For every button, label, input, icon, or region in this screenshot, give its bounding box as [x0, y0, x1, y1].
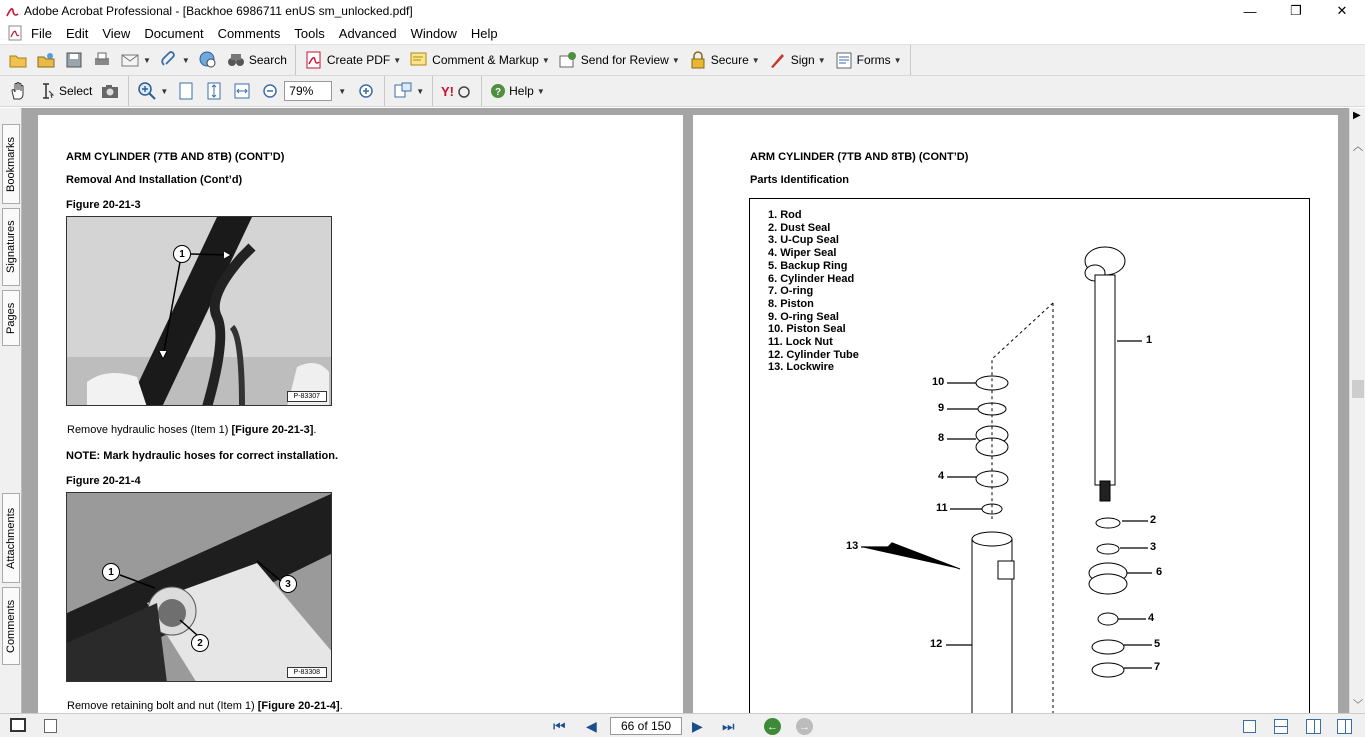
fit-page-button[interactable] [200, 78, 228, 104]
globe-search-icon [198, 50, 218, 70]
diagram-label: 6 [1156, 566, 1163, 578]
open-button[interactable] [4, 47, 32, 73]
forms-icon [834, 50, 854, 70]
camera-icon [100, 81, 120, 101]
save-button[interactable] [60, 47, 88, 73]
comment-markup-button[interactable] [405, 47, 554, 73]
zoom-dropdown-chevron-icon[interactable]: ▼ [338, 86, 347, 96]
diagram-label: 2 [1150, 514, 1157, 526]
menu-advanced[interactable]: Advanced [338, 25, 397, 41]
hand-icon [8, 81, 28, 101]
svg-text:?: ? [495, 87, 502, 98]
email-icon [120, 50, 140, 70]
continuous-facing-layout-icon[interactable] [1337, 719, 1352, 734]
send-review-button[interactable] [554, 47, 684, 73]
send-review-icon [558, 50, 578, 70]
fit-width-icon [232, 81, 252, 101]
diagram-label: 13 [846, 540, 859, 552]
navigation-pane [0, 108, 22, 713]
fit-page-icon [204, 81, 224, 101]
search-label: Search [248, 53, 287, 67]
vertical-scrollbar[interactable] [1349, 108, 1365, 713]
create-pdf-icon [304, 50, 324, 70]
menu-bar [0, 22, 1365, 44]
facing-layout-icon[interactable] [1306, 719, 1321, 734]
organizer-icon [36, 50, 56, 70]
part-item: 1. Rod [768, 209, 802, 221]
restore-button[interactable]: ❐ [1290, 3, 1302, 18]
document-view [22, 108, 1349, 713]
pdf-page-left [38, 115, 683, 713]
title-bar [0, 0, 1365, 22]
part-item: 5. Backup Ring [768, 259, 848, 272]
diagram-label: 4 [938, 470, 945, 482]
rotate-view-button[interactable] [389, 78, 428, 104]
chevron-down-icon: ▼ [671, 55, 680, 65]
secure-button[interactable] [684, 47, 764, 73]
first-page-icon[interactable]: ⏮ [553, 718, 566, 734]
section-subheading: Removal And Installation (Cont’d) [66, 174, 243, 186]
search-button[interactable] [222, 47, 291, 73]
select-tool-group [0, 76, 129, 106]
send-review-label: Send for Review [580, 53, 669, 67]
menu-edit[interactable]: Edit [65, 25, 89, 41]
menu-file[interactable]: File [31, 25, 52, 41]
open-folder-icon [8, 50, 28, 70]
diagram-label: 5 [1154, 638, 1161, 650]
section-subheading: Parts Identification [750, 174, 850, 186]
navigation-pane-toggle-icon[interactable] [10, 718, 26, 732]
pdf-document-icon [8, 25, 22, 41]
view-toolbar [0, 76, 1365, 107]
save-disk-icon [64, 50, 84, 70]
part-item: 2. Dust Seal [768, 221, 831, 234]
help-question-icon [490, 83, 506, 99]
rotate-tool-group [385, 76, 433, 106]
page-options-icon[interactable] [44, 719, 57, 733]
part-item: 8. Piston [768, 297, 814, 310]
diagram-label: 1 [1146, 334, 1153, 346]
diagram-label: 11 [936, 502, 948, 514]
section-heading: ARM CYLINDER (7TB AND 8TB) (CONT’D) [750, 151, 969, 163]
tab-bookmarks[interactable]: Bookmarks [2, 124, 20, 204]
close-button[interactable]: ✕ [1336, 3, 1348, 18]
diagram-label: 10 [932, 376, 945, 388]
instruction-text [67, 700, 343, 712]
magnifier-plus-icon [137, 81, 157, 101]
select-tool-button[interactable] [32, 78, 96, 104]
figure-title: Figure 20-21-4 [66, 475, 141, 487]
chevron-down-icon: ▼ [416, 86, 425, 96]
last-page-icon[interactable]: ⏭ [722, 718, 735, 734]
zoom-in-button[interactable] [352, 78, 380, 104]
menu-comments[interactable]: Comments [217, 25, 281, 41]
instruction-text-plain: Remove retaining bolt and nut (Item 1) [67, 700, 258, 712]
content-area [0, 108, 1365, 713]
scroll-up-arrow-icon[interactable]: ︿ [1353, 142, 1363, 153]
chevron-down-icon: ▼ [751, 55, 760, 65]
zoom-level-field[interactable]: 79% [284, 81, 332, 101]
zoom-tool-group [129, 76, 385, 106]
create-pdf-button[interactable] [300, 47, 405, 73]
continuous-layout-icon[interactable] [1274, 719, 1288, 734]
page-number-field[interactable]: 66 of 150 [610, 717, 682, 735]
chevron-down-icon: ▼ [160, 86, 169, 96]
part-item: 4. Wiper Seal [768, 247, 837, 260]
scroll-down-arrow-icon[interactable]: ﹀ [1353, 700, 1363, 711]
email-button[interactable] [116, 47, 155, 73]
chevron-down-icon: ▼ [181, 55, 190, 65]
zoom-out-circle-icon [260, 81, 280, 101]
acrobat-app-icon [4, 3, 20, 19]
section-heading: ARM CYLINDER (7TB AND 8TB) (CONT’D) [66, 151, 285, 163]
callout-arrows [67, 493, 332, 682]
help-label: Help [509, 84, 534, 98]
figure-reference: [Figure 20-21-4] [257, 700, 340, 712]
diagram-label: 4 [1148, 612, 1155, 624]
photo-id-label: P-83307 [287, 391, 327, 402]
instruction-text-plain: Remove hydraulic hoses (Item 1) [67, 424, 232, 436]
menu-document[interactable]: Document [144, 25, 204, 41]
svg-text:Y!: Y! [441, 84, 455, 99]
part-item: 10. Piston Seal [768, 323, 846, 336]
note-text: NOTE: Mark hydraulic hoses for correct installation. [66, 450, 339, 462]
printer-icon [92, 50, 112, 70]
menu-tools[interactable]: Tools [294, 25, 325, 41]
snapshot-button[interactable] [96, 78, 124, 104]
instruction-text-end: . [339, 700, 343, 712]
tab-comments[interactable]: Comments [2, 587, 20, 665]
zoom-out-button[interactable] [256, 78, 284, 104]
single-page-layout-icon[interactable] [1243, 720, 1256, 733]
menu-view[interactable]: View [102, 25, 131, 41]
part-item: 11. Lock Nut [768, 336, 833, 349]
lock-icon [688, 50, 708, 70]
zoom-in-tool-button[interactable] [133, 78, 172, 104]
callout-1: 1 [173, 245, 191, 263]
organizer-button[interactable] [32, 47, 60, 73]
callout-2: 2 [191, 634, 209, 652]
fit-width-button[interactable] [228, 78, 256, 104]
photo-id-label: P-83308 [287, 667, 327, 678]
figure-reference: [Figure 20-21-3] [231, 424, 314, 436]
diagram-label: 7 [1154, 661, 1161, 673]
yahoo-search-button[interactable] [437, 78, 477, 104]
diagram-label: 8 [938, 432, 945, 444]
file-toolbar [0, 44, 1365, 76]
rotate-pages-icon [393, 81, 413, 101]
file-tool-group [0, 45, 296, 75]
chevron-down-icon: ▼ [393, 55, 402, 65]
pen-icon [768, 50, 788, 70]
status-bar [0, 713, 1365, 737]
sign-label: Sign [790, 53, 815, 67]
instruction-text [67, 424, 316, 436]
part-item: 6. Cylinder Head [768, 272, 855, 285]
tab-pages[interactable]: Pages [2, 290, 20, 346]
callout-arrows [67, 217, 332, 406]
diagram-label: 9 [938, 402, 945, 414]
menu-window[interactable]: Window [410, 25, 457, 41]
text-cursor-icon [36, 81, 56, 101]
help-button[interactable] [486, 78, 549, 104]
figure-title: Figure 20-21-3 [66, 199, 141, 211]
chevron-down-icon: ▼ [817, 55, 826, 65]
callout-3: 3 [279, 575, 297, 593]
part-item: 13. Lockwire [768, 361, 835, 374]
part-item: 3. U-Cup Seal [768, 234, 839, 247]
forms-button[interactable] [830, 47, 906, 73]
sign-button[interactable] [764, 47, 830, 73]
tab-attachments[interactable]: Attachments [2, 493, 20, 583]
attach-button[interactable] [155, 47, 194, 73]
comment-note-icon [409, 50, 429, 70]
binoculars-icon [226, 50, 246, 70]
chevron-down-icon: ▼ [893, 55, 902, 65]
part-item: 9. O-ring Seal [768, 310, 839, 323]
secure-label: Secure [710, 53, 749, 67]
actual-size-icon [176, 81, 196, 101]
yahoo-tool-group [433, 76, 482, 106]
web-button[interactable] [194, 47, 222, 73]
figure-photo-hoses [66, 216, 332, 406]
task-button-group [296, 45, 911, 75]
next-view-icon[interactable]: → [796, 718, 813, 735]
help-tool-group [482, 76, 553, 106]
next-page-icon[interactable]: ▶ [692, 718, 703, 734]
diagram-label: 12 [930, 638, 943, 650]
chevron-down-icon: ▼ [143, 55, 151, 65]
window-title: Adobe Acrobat Professional - [Backhoe 6986711 enUS sm_unlocked.pdf] [24, 4, 413, 18]
minimize-button[interactable]: — [1243, 3, 1257, 19]
print-button[interactable] [88, 47, 116, 73]
parts-diagram [749, 198, 1310, 713]
figure-photo-bolt [66, 492, 332, 682]
zoom-in-circle-icon [356, 81, 376, 101]
chevron-down-icon: ▼ [541, 55, 550, 65]
comment-markup-label: Comment & Markup [432, 53, 539, 67]
exploded-cylinder-drawing [750, 199, 1311, 713]
menu-help[interactable]: Help [470, 25, 498, 41]
actual-size-button[interactable] [172, 78, 200, 104]
part-item: 12. Cylinder Tube [768, 348, 859, 361]
pdf-page-right [693, 115, 1338, 713]
scroll-right-arrow-icon[interactable]: ▶ [1353, 110, 1361, 121]
instruction-text-end: . [313, 424, 317, 436]
hand-tool-button[interactable] [4, 78, 32, 104]
part-item: 7. O-ring [768, 285, 814, 298]
previous-page-icon[interactable]: ◀ [586, 718, 597, 734]
previous-view-icon[interactable]: ← [764, 718, 781, 735]
tab-signatures[interactable]: Signatures [2, 208, 20, 286]
forms-label: Forms [856, 53, 891, 67]
chevron-down-icon: ▼ [536, 86, 545, 96]
paperclip-icon [159, 50, 179, 70]
select-label: Select [59, 84, 93, 98]
yahoo-logo-icon [441, 81, 473, 101]
scrollbar-thumb[interactable] [1352, 380, 1364, 398]
callout-1: 1 [102, 563, 120, 581]
diagram-label: 3 [1150, 541, 1157, 553]
create-pdf-label: Create PDF [326, 53, 391, 67]
